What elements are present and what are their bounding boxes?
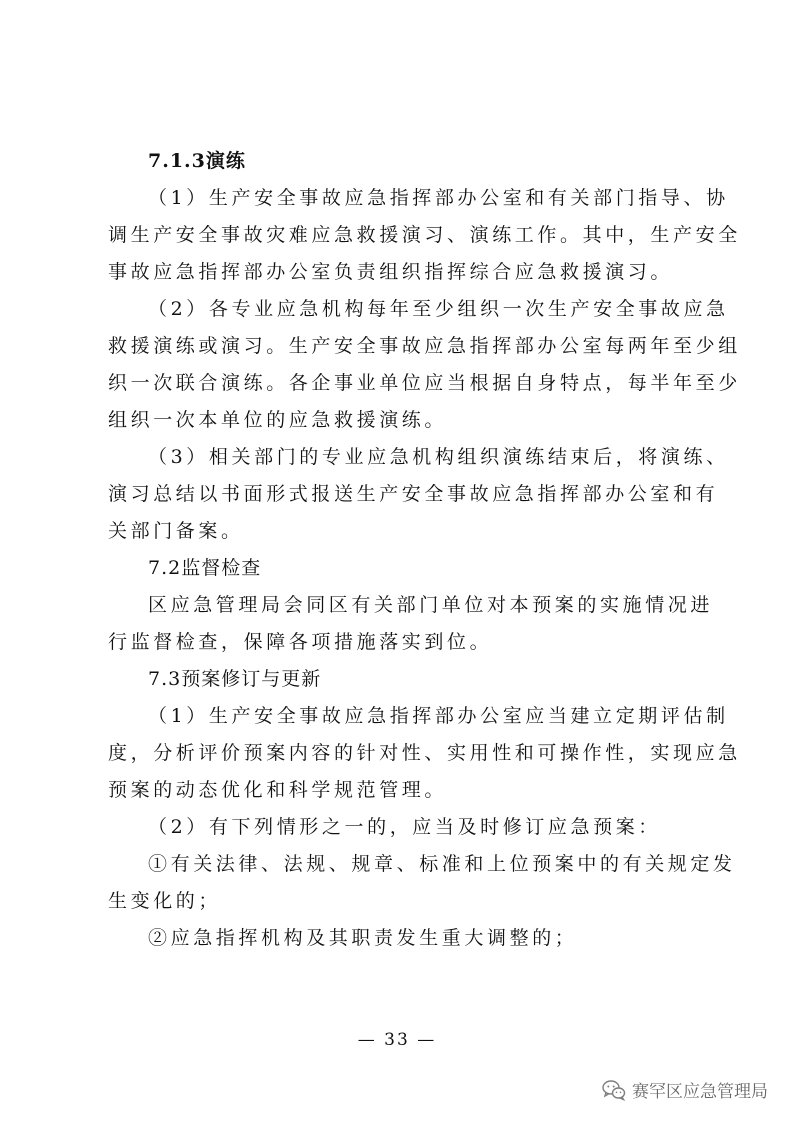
watermark-text: 赛罕区应急管理局: [632, 1082, 768, 1102]
heading-7-1-3: 7.1.3演练: [148, 150, 246, 172]
text-line: 救援演练或演习。生产安全事故应急指挥部办公室每两年至少组: [108, 335, 741, 357]
list-item-1: [108, 846, 736, 920]
text-line: 事故应急指挥部办公室负责组织指挥综合应急救援演习。: [108, 261, 674, 283]
watermark: [602, 1077, 768, 1102]
heading-7-2: 7.2监督检查: [148, 557, 262, 579]
paragraph-revision-1: [108, 698, 741, 809]
text-line: （1）生产安全事故应急指挥部办公室和有关部门指导、协: [148, 187, 729, 209]
text-line: 织一次联合演练。各企事业单位应当根据自身特点，每半年至少: [108, 372, 741, 394]
text-line: 组织一次本单位的应急救援演练。: [108, 409, 448, 431]
paragraph-supervision: [108, 587, 714, 661]
text-line: 预案的动态优化和科学规范管理。: [108, 779, 448, 801]
paragraph-drill-2: [108, 291, 741, 439]
document-body: [108, 143, 741, 957]
text-line: （3）相关部门的专业应急机构组织演练结束后，将演练、: [148, 446, 729, 468]
text-line: 区应急管理局会同区有关部门单位对本预案的实施情况进: [148, 594, 714, 616]
text-line: 行监督检查，保障各项措施落实到位。: [108, 631, 493, 653]
text-line: （1）生产安全事故应急指挥部办公室应当建立定期评估制: [148, 705, 729, 727]
text-line: （2）各专业应急机构每年至少组织一次生产安全事故应急: [148, 298, 729, 320]
text-line: 关部门备案。: [108, 520, 244, 542]
paragraph-revision-2: （2）有下列情形之一的，应当及时修订应急预案：: [148, 816, 661, 838]
paragraph-drill-3: [108, 439, 729, 550]
text-line: 演习总结以书面形式报送生产安全事故应急指挥部办公室和有: [108, 483, 719, 505]
page-number: — 33 —: [357, 1030, 437, 1050]
heading-7-3: 7.3预案修订与更新: [148, 668, 322, 690]
text-line: 度，分析评价预案内容的针对性、实用性和可操作性，实现应急: [108, 742, 741, 764]
wechat-icon: [602, 1079, 626, 1101]
list-item-2: ②应急指挥机构及其职责发生重大调整的；: [148, 927, 578, 949]
paragraph-drill-1: [108, 180, 741, 291]
text-line: ①有关法律、法规、规章、标准和上位预案中的有关规定发: [148, 853, 736, 875]
text-line: 生变化的；: [108, 890, 222, 912]
text-line: 调生产安全事故灾难应急救援演习、演练工作。其中，生产安全: [108, 224, 741, 246]
